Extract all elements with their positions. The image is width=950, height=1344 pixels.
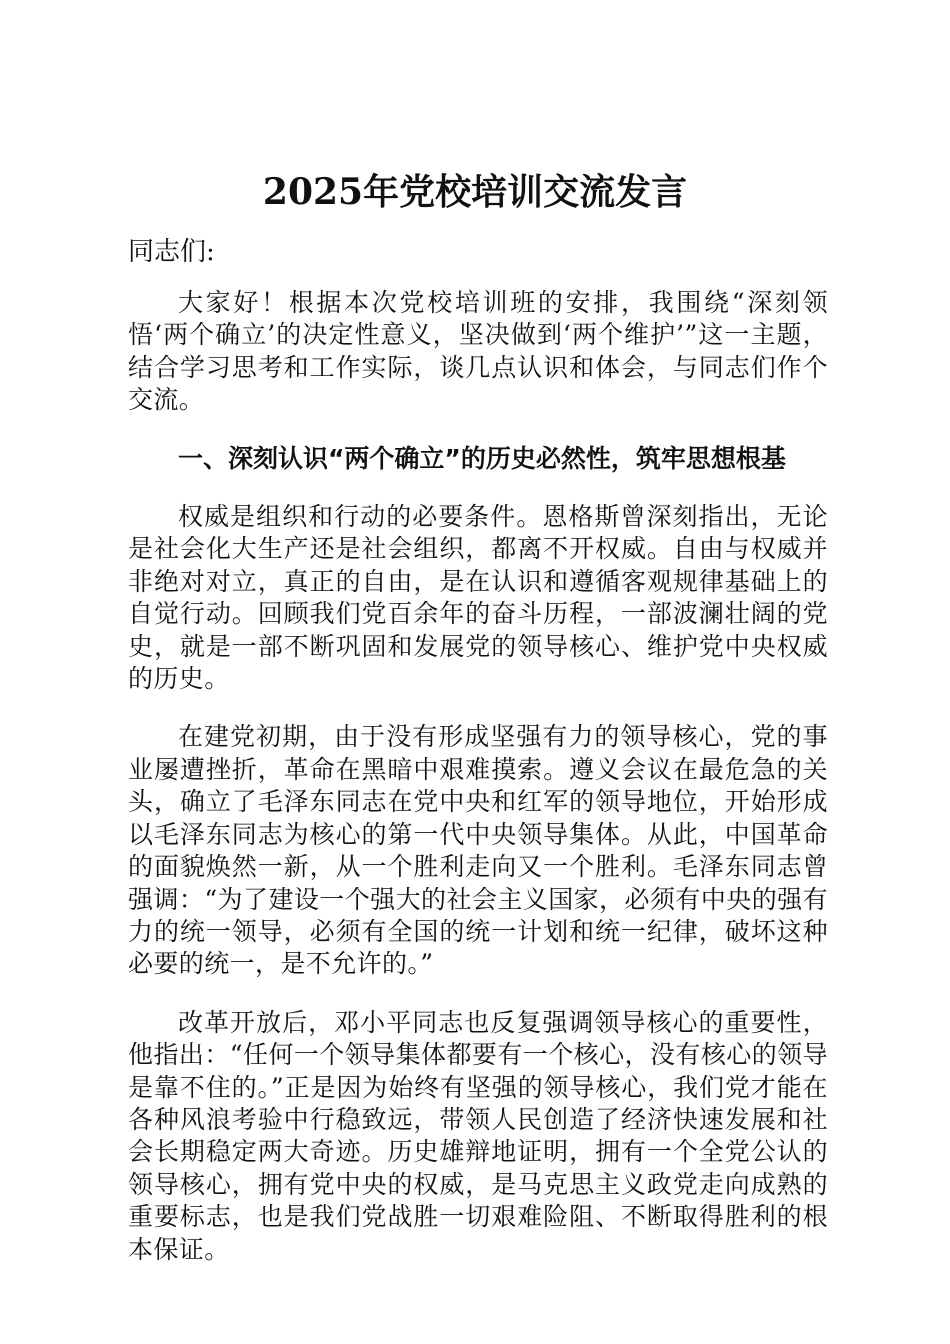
section-heading: 一、深刻认识“两个确立”的历史必然性，筑牢思想根基: [178, 443, 786, 473]
body-paragraph: 改革开放后，邓小平同志也反复强调领导核心的重要性，他指出：“任何一个领导集体都要有一个核心，没有核心的领导是靠不住的。”正是因为始终有坚强的领导核心，我们党才能在各种风浪考验中行稳致远，带领人民创造了经济快速发展和社会长期稳定两大奇迹。历史雄辩地证明，拥有一个全党公认的领导核心，拥有党中央的权威，是马克思主义政党走向成熟的重要标志，也是我们党战胜一切艰难险阻、不断取得胜利的根本保证。: [128, 1007, 828, 1264]
document-body: [128, 287, 828, 1292]
salutation: 同志们:: [128, 237, 215, 267]
body-paragraph: 权威是组织和行动的必要条件。恩格斯曾深刻指出，无论是社会化大生产还是社会组织，都离不开权威。自由与权威并非绝对对立，真正的自由，是在认识和遵循客观规律基础上的自觉行动。回顾我们党百余年的奋斗历程，一部波澜壮阔的党史，就是一部不断巩固和发展党的领导核心、维护党中央权威的历史。: [128, 502, 828, 694]
document-title: 2025年党校培训交流发言: [262, 171, 688, 213]
body-paragraph: 在建党初期，由于没有形成坚强有力的领导核心，党的事业屡遭挫折，革命在黑暗中艰难摸索。遵义会议在最危急的关头，确立了毛泽东同志在党中央和红军的领导地位，开始形成以毛泽东同志为核心的第一代中央领导集体。从此，中国革命的面貌焕然一新，从一个胜利走向又一个胜利。毛泽东同志曾强调：“为了建设一个强大的社会主义国家，必须有中央的强有力的统一领导，必须有全国的统一计划和统一纪律，破坏这种必要的统一，是不允许的。”: [128, 722, 828, 979]
intro-paragraph: 大家好！根据本次党校培训班的安排，我围绕“深刻领悟‘两个确立’的决定性意义，坚决做到‘两个维护’”这一主题，结合学习思考和工作实际，谈几点认识和体会，与同志们作个交流。: [128, 288, 828, 415]
